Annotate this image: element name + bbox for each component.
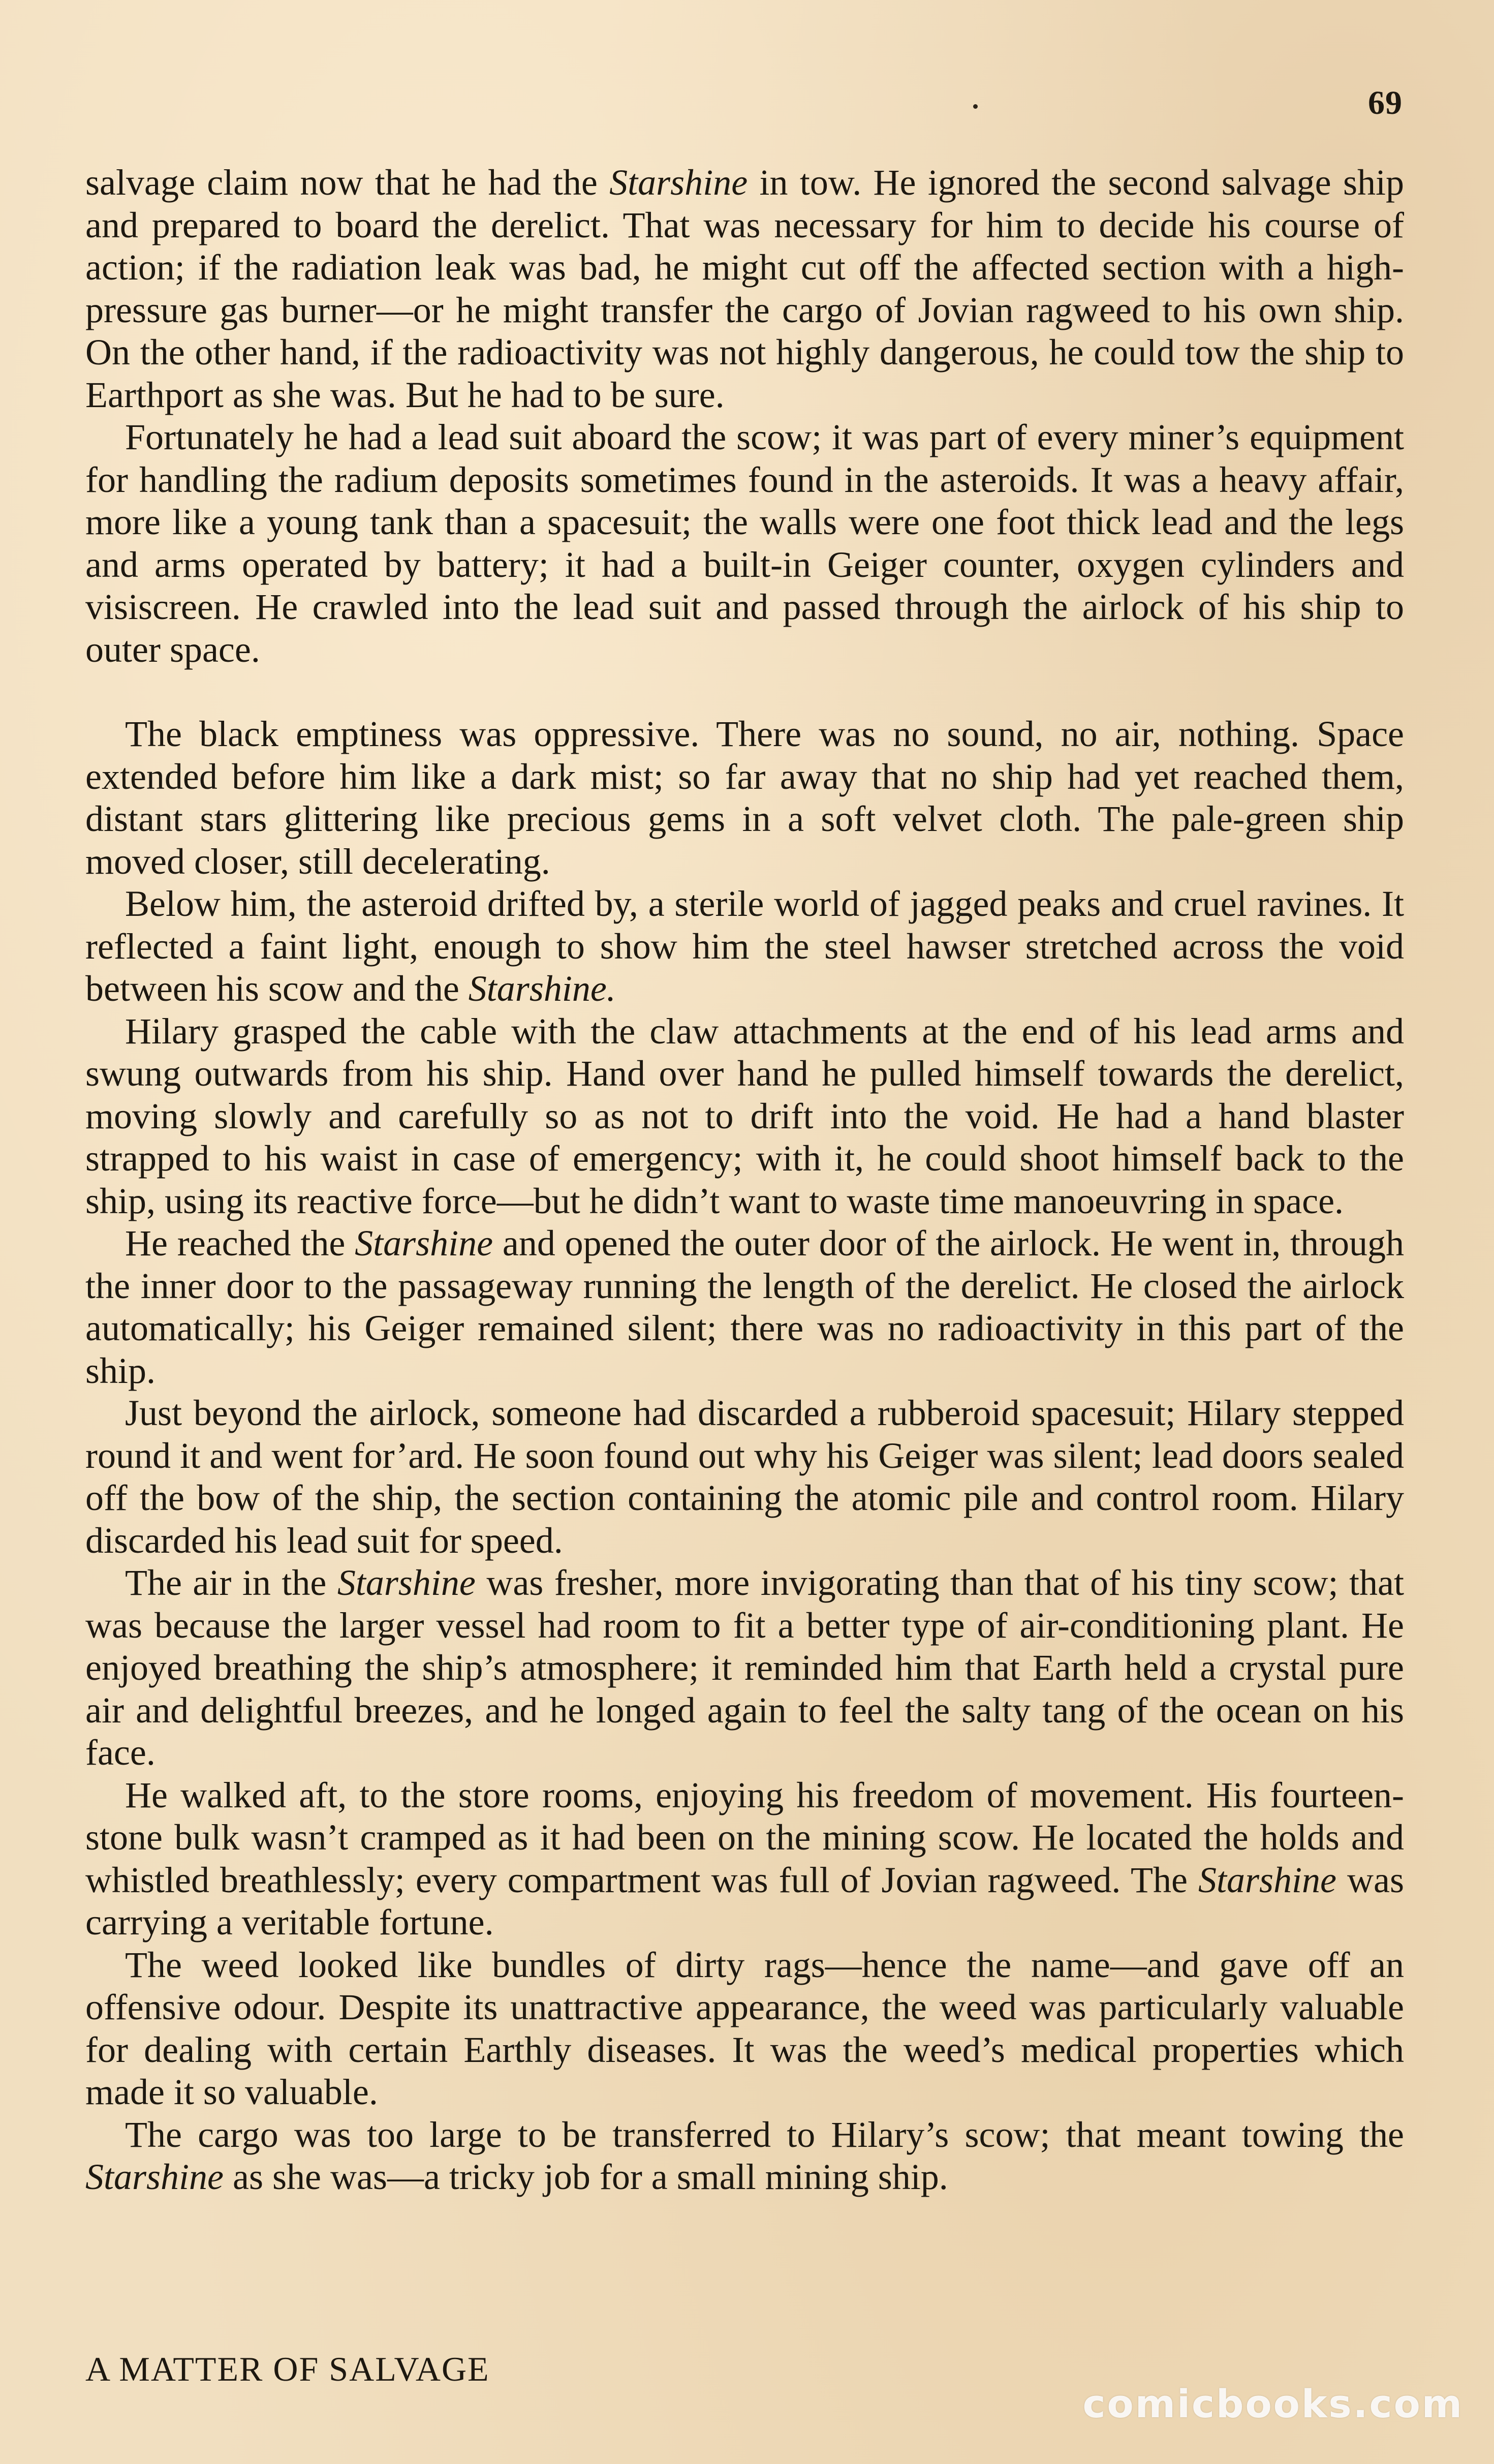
text-run: The cargo was too large to be transferred to Hilary’s scow; that meant towing the <box>125 2114 1404 2155</box>
paragraph <box>85 1562 1404 1774</box>
paragraph <box>85 883 1404 1010</box>
story-text <box>85 162 1404 2199</box>
page-number: 69 <box>1368 84 1403 121</box>
text-run: The black emptiness was oppressive. There was no sound, no air, nothing. Space extended before him like a dark mist; so far away that no ship had yet reached them, distant stars glittering like precious gems in a soft velvet cloth. The pale-green ship moved closer, still decelerating. <box>85 714 1404 882</box>
ship-name: Starshine <box>609 162 748 203</box>
text-run: He reached the <box>125 1223 355 1264</box>
section-1 <box>85 162 1404 671</box>
text-run: The weed looked like bundles of dirty rags—hence the name—and gave off an offensive odour. Despite its unattractive appearance, the weed was particularly valuable for dealing with certain Earthly diseases. It was the weed’s medical properties which made it so valuable. <box>85 1944 1404 2112</box>
ship-name: Starshine <box>337 1562 476 1603</box>
running-footer-title: A MATTER OF SALVAGE <box>85 2350 490 2388</box>
paragraph <box>85 1392 1404 1562</box>
paragraph <box>85 416 1404 671</box>
paragraph <box>85 1222 1404 1392</box>
text-run: Just beyond the airlock, someone had discarded a rubberoid spacesuit; Hilary stepped round it and went for’ard. He soon found out why his Geiger was silent; lead doors sealed off the bow of the ship, the section containing the atomic pile and control room. Hilary discarded his lead suit for speed. <box>85 1393 1404 1561</box>
ship-name: Starshine. <box>468 968 616 1009</box>
section-break <box>85 671 1404 713</box>
text-run: in tow. He ignored the second salvage ship and prepared to board the derelict. That was necessary for him to decide his course of action; if the radiation leak was bad, he might cut off the affected section with a high-pressure gas burner—or he might transfer the cargo of Jovian ragweed to his own ship. On the other hand, if the radioactivity was not highly dangerous, he could tow the ship to Earthport as she was. But he had to be sure. <box>85 162 1405 415</box>
ship-name: Starshine <box>1198 1859 1337 1900</box>
text-run: Hilary grasped the cable with the claw attachments at the end of his lead arms and swung outwards from his ship. Hand over hand he pulled himself towards the derelict, moving slowly and carefully so as not to drift into the void. He had a hand blaster strapped to his waist in case of emergency; with it, he could shoot himself back to the ship, using its reactive force—but he didn’t want to waste time manoeuvring in space. <box>85 1010 1404 1221</box>
paragraph <box>85 1010 1404 1223</box>
paragraph <box>85 713 1404 883</box>
ship-name: Starshine <box>85 2157 224 2197</box>
text-run: was carrying a veritable fortune. <box>85 1859 1404 1943</box>
text-run: was fresher, more invigorating than that of his tiny scow; that was because the larger vessel had room to fit a better type of air-conditioning plant. He enjoyed breathing the ship’s atmosphere; it reminded him that Earth held a crystal pure air and delightful breezes, and he longed again to feel the salty tang of the ocean on his face. <box>85 1562 1405 1773</box>
text-run: He walked aft, to the store rooms, enjoying his freedom of movement. His fourteen-stone bulk wasn’t cramped as it had been on the mining scow. He located the holds and whistled breathlessly; every compartment was full of Jovian ragweed. The <box>85 1774 1404 1900</box>
paragraph <box>85 1774 1404 1944</box>
ink-speck <box>973 104 978 109</box>
section-2 <box>85 713 1404 2199</box>
watermark: comicbooks.com <box>1082 2381 1464 2426</box>
text-run: The air in the <box>125 1562 337 1603</box>
text-run: and opened the outer door of the airlock. He went in, through the inner door to the passageway running the length of the derelict. He closed the airlock automatically; his Geiger remained silent; there was no radioactivity in this part of the ship. <box>85 1223 1404 1391</box>
text-run: as she was—a tricky job for a small mining ship. <box>224 2157 948 2197</box>
text-run: salvage claim now that he had the <box>85 162 610 203</box>
paragraph <box>85 2114 1404 2199</box>
text-run: Below him, the asteroid drifted by, a sterile world of jagged peaks and cruel ravines. It reflected a faint light, enough to show him the steel hawser stretched across the void between his scow and the <box>85 883 1404 1009</box>
ship-name: Starshine <box>355 1223 493 1264</box>
paragraph <box>85 162 1404 416</box>
paragraph <box>85 1944 1404 2114</box>
text-run: Fortunately he had a lead suit aboard the scow; it was part of every miner’s equipment for handling the radium deposits sometimes found in the asteroids. It was a heavy affair, more like a young tank than a spacesuit; the walls were one foot thick lead and the legs and arms operated by battery; it had a built-in Geiger counter, oxygen cylinders and visiscreen. He crawled into the lead suit and passed through the airlock of his ship to outer space. <box>85 417 1404 670</box>
